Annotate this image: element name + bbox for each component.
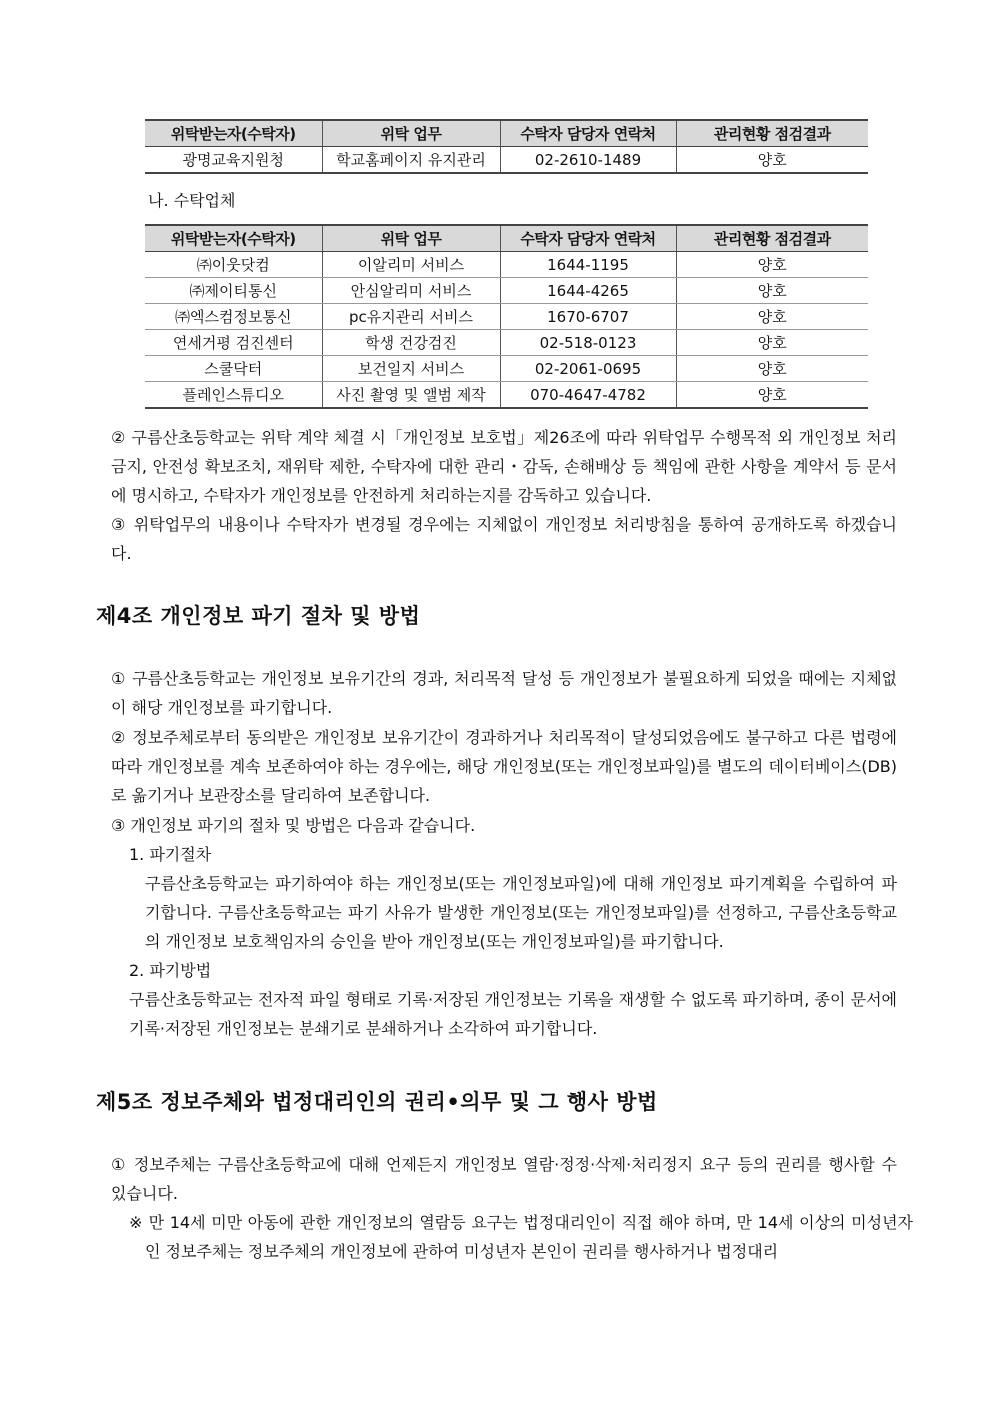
cell-result: 양호 (676, 356, 868, 382)
cell-result: 양호 (676, 147, 868, 174)
art3-paragraph-2: ② 구름산초등학교는 위탁 계약 체결 시「개인정보 보호법」제26조에 따라 위탁업무 수행목적 외 개인정보 처리금지, 안전성 확보조치, 재위탁 제한, 수탁자에 대한 관리・감독, 손해배상 등 책임에 관한 사항을 계약서 등 문서에 명시하고, 수탁자가 개인정보를 안전하게 처리하는지를 감독하고 있습니다. (111, 428, 897, 505)
cell-consignee: 플레인스튜디오 (145, 382, 322, 409)
table-row (145, 278, 868, 304)
art4-item-1-title: 1. 파기절차 (129, 845, 212, 864)
table-header-row (145, 120, 868, 147)
header-consignee: 위탁받는자(수탁자) (145, 120, 322, 147)
art4-item-2-body: 구름산초등학교는 전자적 파일 형태로 기록·저장된 개인정보는 기록을 재생할 수 없도록 파기하며, 종이 문서에 기록·저장된 개인정보는 분쇄기로 분쇄하거나 소각하여 파기합니다. (129, 990, 897, 1038)
cell-consignee: 광명교육지원청 (145, 147, 322, 174)
header-contact: 수탁자 담당자 연락처 (500, 225, 676, 252)
cell-task: 학교홈페이지 유지관리 (322, 147, 500, 174)
consignee-table-2 (145, 224, 868, 409)
cell-contact: 1644-1195 (500, 252, 676, 278)
article-5-title: 제5조 정보주체와 법정대리인의 권리•의무 및 그 행사 방법 (96, 1090, 658, 1114)
subheading-contractors: 나. 수탁업체 (148, 191, 236, 210)
cell-contact: 1670-6707 (500, 304, 676, 330)
header-consignee: 위탁받는자(수탁자) (145, 225, 322, 252)
table-row (145, 330, 868, 356)
cell-task: 이알리미 서비스 (322, 252, 500, 278)
cell-task: 보건일지 서비스 (322, 356, 500, 382)
header-result: 관리현황 점검결과 (676, 120, 868, 147)
art4-paragraph-1: ① 구름산초등학교는 개인정보 보유기간의 경과, 처리목적 달성 등 개인정보가 불필요하게 되었을 때에는 지체없이 해당 개인정보를 파기합니다. (111, 669, 897, 717)
header-task: 위탁 업무 (322, 120, 500, 147)
cell-contact: 02-2061-0695 (500, 356, 676, 382)
table-header-row (145, 225, 868, 252)
cell-task: 사진 촬영 및 앨범 제작 (322, 382, 500, 409)
consignee-table-1 (145, 119, 868, 174)
cell-result: 양호 (676, 252, 868, 278)
cell-contact: 1644-4265 (500, 278, 676, 304)
cell-task: 학생 건강검진 (322, 330, 500, 356)
header-result: 관리현황 점검결과 (676, 225, 868, 252)
cell-task: pc유지관리 서비스 (322, 304, 500, 330)
header-contact: 수탁자 담당자 연락처 (500, 120, 676, 147)
cell-consignee: ㈜이웃닷컴 (145, 252, 322, 278)
cell-result: 양호 (676, 330, 868, 356)
cell-result: 양호 (676, 278, 868, 304)
cell-consignee: 스쿨닥터 (145, 356, 322, 382)
cell-contact: 02-518-0123 (500, 330, 676, 356)
cell-result: 양호 (676, 382, 868, 409)
cell-result: 양호 (676, 304, 868, 330)
cell-consignee: 연세거평 검진센터 (145, 330, 322, 356)
table-row (145, 252, 868, 278)
table-row (145, 304, 868, 330)
cell-contact: 02-2610-1489 (500, 147, 676, 174)
art5-paragraph-1: ① 정보주체는 구름산초등학교에 대해 언제든지 개인정보 열람·정정·삭제·처리정지 요구 등의 권리를 행사할 수 있습니다. (111, 1155, 897, 1203)
art4-paragraph-3: ③ 개인정보 파기의 절차 및 방법은 다음과 같습니다. (111, 816, 476, 835)
cell-task: 안심알리미 서비스 (322, 278, 500, 304)
cell-consignee: ㈜제이티통신 (145, 278, 322, 304)
art3-paragraph-3: ③ 위탁업무의 내용이나 수탁자가 변경될 경우에는 지체없이 개인정보 처리방침을 통하여 공개하도록 하겠습니다. (111, 515, 897, 563)
art4-paragraph-2: ② 정보주체로부터 동의받은 개인정보 보유기간이 경과하거나 처리목적이 달성되었음에도 불구하고 다른 법령에 따라 개인정보를 계속 보존하여야 하는 경우에는, 해당 개인정보(또는 개인정보파일)를 별도의 데이터베이스(DB)로 옮기거나 보관장소를 달리하여 보존합니다. (111, 728, 897, 805)
art4-item-2-title: 2. 파기방법 (129, 961, 212, 980)
header-task: 위탁 업무 (322, 225, 500, 252)
cell-contact: 070-4647-4782 (500, 382, 676, 409)
table-row (145, 147, 868, 174)
cell-consignee: ㈜엑스컴정보통신 (145, 304, 322, 330)
table-row (145, 356, 868, 382)
table-row (145, 382, 868, 409)
article-4-title: 제4조 개인정보 파기 절차 및 방법 (96, 604, 421, 628)
art5-note: ※ 만 14세 미만 아동에 관한 개인정보의 열람등 요구는 법정대리인이 직접 해야 하며, 만 14세 이상의 미성년자인 정보주체는 정보주체의 개인정보에 관하여 미성년자 본인이 권리를 행사하거나 법정대리 (129, 1213, 913, 1261)
art4-item-1-body: 구름산초등학교는 파기하여야 하는 개인정보(또는 개인정보파일)에 대해 개인정보 파기계획을 수립하여 파기합니다. 구름산초등학교는 파기 사유가 발생한 개인정보(또는 개인정보파일)를 선정하고, 구름산초등학교의 개인정보 보호책임자의 승인을 받아 개인정보(또는 개인정보파일)를 파기합니다. (145, 874, 897, 951)
